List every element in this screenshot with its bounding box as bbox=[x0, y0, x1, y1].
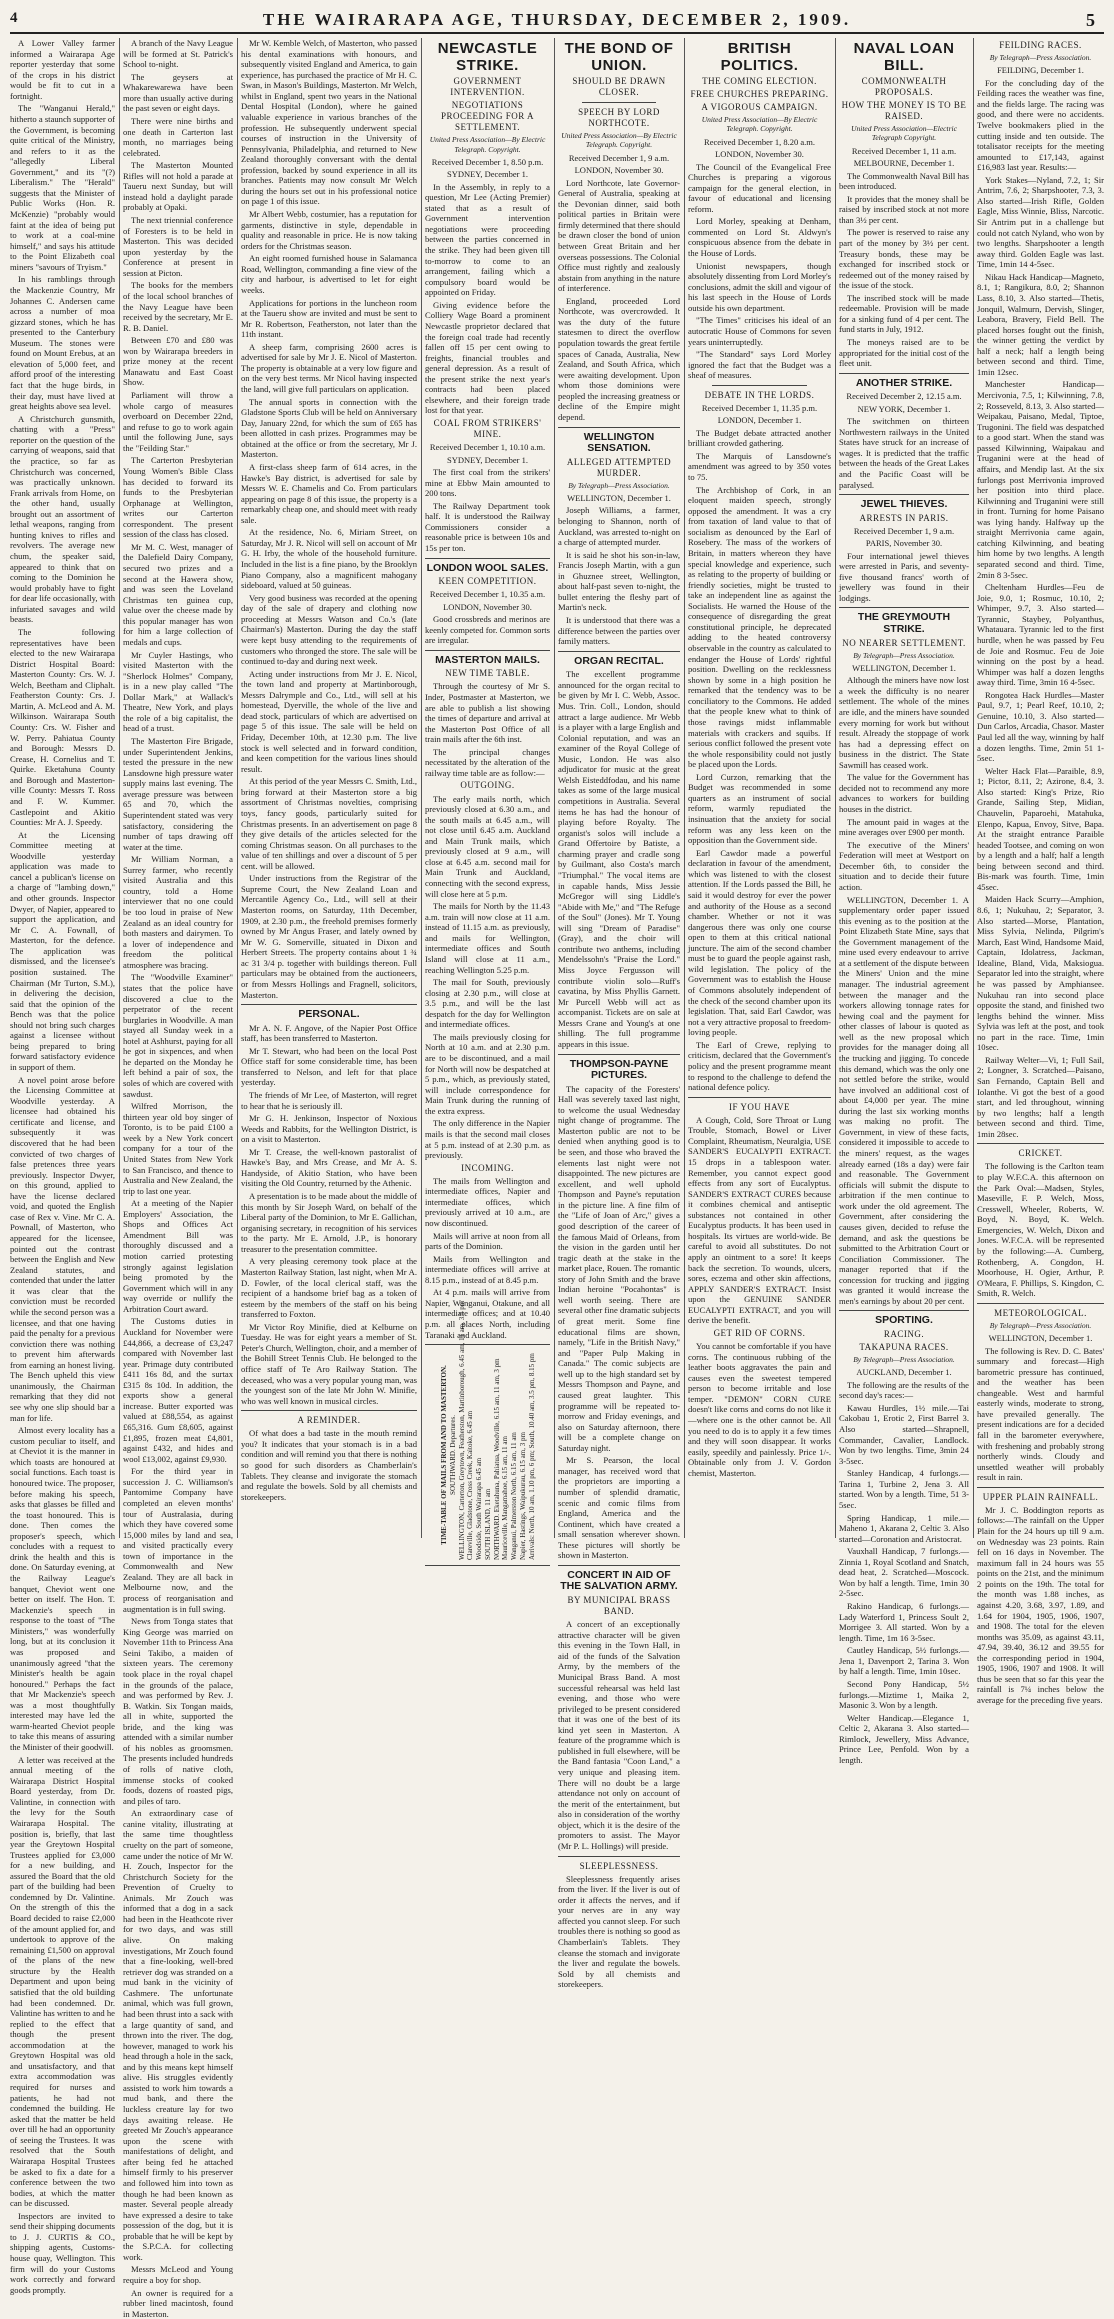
subheading: FREE CHURCHES PREPARING. bbox=[690, 89, 829, 100]
paragraph: Joseph Williams, a farmer, belonging to Shannon, north of Auckland, was arrested to-night on a charge of attempted murder. bbox=[558, 505, 680, 548]
paragraph: Unionist newspapers, though absolutely dissenting from Lord Morley's conclusions, admit the skill and vigour of his last speech in the House of Lords outside his own department. bbox=[688, 260, 831, 313]
paragraph: Rakino Handicap, 6 furlongs.—Lady Waterford 1, Princess Soult 2, Morrigee 3. All started. Won by a length. Time, 1m 16 3-5sec. bbox=[839, 1601, 969, 1643]
subheading: KEEN COMPETITION. bbox=[438, 576, 537, 587]
paragraph: Mr Cuyler Hastings, who visited Masterton with the "Sherlock Holmes" Company, is in a new play called "The Dollar Mark," at Wallack's Theatre, New York, and plays the role of a big capitalist, the head of a trust. bbox=[123, 649, 233, 734]
masthead-page-number-left: 4 bbox=[10, 10, 21, 26]
dateline: WELLINGTON, December 1. bbox=[567, 492, 671, 503]
paragraph: "The Standard" says Lord Morley ignored the fact that the Budget was a sheaf of measures. bbox=[688, 349, 831, 381]
subheading: SPEECH BY LORD NORTHCOTE. bbox=[578, 107, 660, 129]
paragraph: Almost every locality has a custom peculiar to itself, and at Cheviot it is the manner in which toasts are honoured at social functions. Each toast is honoured twice. The proposer, before making his speech, asks that glasses be filled and the toast honoured. This is done. Then comes the proposer's speech, which concludes with a request to drink the health and this is done. On Saturday evening, at the Railway League's banquet, Cheviot went one better on itself. The Hon. T. Mackenzie's speech in response to the toast of "The Ministers," was wonderfully long, but at its conclusion it was proposed and unanimously agreed "that the Minister's health be again honoured." Perhaps the fact that Mr Mackenzie's speech was a most thoughtfully interested may have led the warm-hearted Cheviot people to take this means of assuring the Minister of their goodwill. bbox=[10, 1425, 115, 1752]
paragraph: A letter was received at the annual meeting of the Wairarapa District Hospital Board yesterday, from Dr. Valintine, in connection with the levy for the South Wairarapa Hospital. The position is, briefly, that last year the Greytown Hospital Trustees applied for £3,000 for a new building, and assured the Board that the old part of the building had been condemned by Dr. Valintine. On the strength of this the Board decided to raise £2,000 of the amount applied for, and undertook to approve of the remaining £1,500 on approval of the plans of the new structure by the Health Department and upon being satisfied that the old building had been condemned. Dr. Valintine has written to and he replied to the effect that though the present accommodation at the Greytown Hospital was old and unsatisfactory, and that extra accommodation was required for nurses and patients, he had not condemned the building. He asked that the matter be held over till he had an opportunity of seeing the Trustees. It was resolved that the South Wairarapa Hospital Trustees be asked to fix a date for a conference between the two bodies, at which the matter can be discussed. bbox=[10, 1754, 115, 2209]
paragraph: The mail for South, previously closing at 2.30 p.m., will close at 3.5 p.m., and will be the last despatch for the day for Wellington and intermediate offices. bbox=[425, 977, 550, 1030]
timetable-row: Wanganui, Palmerston North, 6.15 am, 11 am bbox=[509, 1432, 518, 1561]
paragraph: It provides that the money shall be raised by inscribed stock at not more than 3½ per cent. bbox=[839, 193, 969, 225]
divider bbox=[582, 102, 656, 103]
paragraph: At the Licensing Committee meeting at Woodville yesterday application was made to cancel a publican's license on a charge of "lambing down," and other grounds. Inspector Dwyer, of Napier, appeared to support the application, and Mr C. A. Fownall, of Masterton, for the defence. The application was dismissed, and the licensee's position sustained. The Chairman (Mr Turton, S.M.), in delivering the decision, said that the opinion of the Bench was that the police should not bring such charges against a licensee without being prepared to bring forward satisfactory evidence in support of them. bbox=[10, 829, 115, 1072]
paragraph: The capacity of the Foresters' Hall was severely taxed last night, to welcome the usual Wednesday night change of programme. The Masterton public are not to be denied when anything good is to be seen, and those who braved the elements last night were not disappointed. The new pictures are excellent, and well uphold Thompson and Payne's reputation in the picture line. A fine film of the "Life of Joan of Arc," gives a good description of the career of the famous Maid of Orleans, from the vision in the garden until her tragic death at the stake in the market place, Rouen. The romantic story of John Smith and the brave Indian heroine "Pocahontas" is well worth seeing. There are several other fine dramatic subjects of great merit. Some fine educational films are shown, namely, "Life in the British Navy," and "Paper Pulp Making in Canada." The comic subjects are well up to the high standard set by Messrs Thompson and Payne, and caused great laughter. This programme will be repeated to-morrow and Friday evenings, and also on Saturday afternoon, there will be a complete change on Saturday night. bbox=[558, 1083, 680, 1453]
subheading: DEBATE IN THE LORDS. bbox=[704, 389, 815, 400]
dateline: WELLINGTON, December 1. bbox=[988, 1333, 1093, 1344]
paragraph: The Marquis of Lansdowne's amendment was agreed to by 350 votes to 75. bbox=[688, 450, 831, 482]
subheading: COMMONWEALTH PROPOSALS. bbox=[861, 76, 947, 98]
paragraph: The Carterton Presbyterian Young Women's Bible Class has decided to forward its funds to the Presbyterian Orphanage at Wellington, writes our Carterton correspondent. The present session of the class has closed. bbox=[123, 455, 233, 540]
paragraph: The excellent programme announced for the organ recital to be given by Mr I. C. Webb, Assoc. Mus. Trin. Coll., London, should attract a large audience. Mr Webb is a player with a large English and Colonial reputation, and was an examiner of the Royal College of Music, London. He was also adjudicator for music at the great Welsh Eisteddfodau, and his name takes as some of the large musical competitions in Australia. Several items he has had the honour of playing before Royalty. The organist's solos will include a Grand Offertoire by Batiste, a charming prayer and cradle song by Guilmant, also Costa's march "Triumphal." The vocal items are in capable hands, Miss Jessie McGregor will sing Liddle's "Abide with Me," and "The Refuge of the Soul" (Jones). Mr T. Young will sing "Dream of Paradise" (Gray), and the choir will contribute two anthems, including Mendelssohn's "Praise the Lord." Miss Joyce Fergusson will contribute violin solo—Ruff's cavatina, by Miss Phyllis Garnett. Mr Purcell Webb will act as accompanist. Tickets are on sale at Messrs Crane and Young's at one shilling. The full programme appears in this issue. bbox=[558, 669, 680, 1049]
paragraph: Although the miners have now lost a week the difficulty is no nearer settlement. The whole of the mines are idle, and the miners have sounded every morning for work but without result. Already the stoppage of work has had a depressing effect on business in the district. The State Sawmill has ceased work. bbox=[839, 675, 969, 770]
divider bbox=[839, 494, 969, 495]
paragraph: York Stakes—Nyland, 7.2, 1; Sir Antrim, 7.6, 2; Sharpshooter, 7.3, 3. Also started—Irish Rifle, Golden Eagle, Miss Winnie, Bliss, Narcotic. Sir Antrim put in a challenge but could not catch Nyland, who won by two lengths. Sharpshooter a length away third. Golden Eagle was last. Time, 1min 14 4-5sec. bbox=[977, 174, 1104, 270]
subheading: GOVERNMENT INTERVENTION. bbox=[450, 76, 525, 98]
dateline: FEILDING, December 1. bbox=[997, 65, 1084, 76]
divider bbox=[425, 650, 550, 651]
byline: United Press Association—By Electric Telegraph. Copyright. bbox=[429, 135, 546, 154]
paragraph: The Railway Department took half. It is understood the Railway Commissioners consider a reasonable price is between 10s and 15s per ton. bbox=[425, 500, 550, 553]
bond-headline: THE BOND OF UNION. bbox=[564, 40, 674, 74]
paragraph: Between £70 and £80 was won by Wairarapa breeders in prize money at the recent Manawatu and East Coast Show. bbox=[123, 335, 233, 388]
subheading: THE COMING ELECTION. bbox=[702, 76, 817, 86]
paragraph: The "Woodville Examiner" states that the police have discovered a clue to the perpetrator of the recent burglaries in Woodville. A man stayed all Sunday week in a hotel at Ashhurst, paying for all he got in sixpences, and when he departed on the Monday he left behind a pair of sox, the soles of which are covered with sawdust. bbox=[123, 972, 233, 1099]
column-rule bbox=[973, 38, 974, 1538]
column-4 bbox=[425, 38, 550, 1561]
rainfall-headline: UPPER PLAIN RAINFALL. bbox=[982, 1491, 1099, 1502]
paragraph: Lord Curzon, remarking that the Budget was recommended in some quarters as an instrument of social reform, warmly repudiated the insinuation that the anxiety for social reform was any less keen on the opposition than the Government side. bbox=[688, 771, 831, 846]
paragraph: In his ramblings through the Mackenzie Country, Mr Johannes C. Andersen came across a number of moa gizzard stones, which he has presented to the Canterbury Museum. The stones were found on Mount Erebus, at an elevation of 5,000 feet, and afford proof of the interesting fact that the huge birds, in their day, must have lived at great heights above sea level. bbox=[10, 274, 115, 412]
paragraph: Stanley Handicap, 4 furlongs.—Tarina 1, Turbine 2, Jena 3. All started. Won by a length. Time, 51 3-5sec. bbox=[839, 1468, 969, 1510]
received-line: Received December 1, 11 a.m. bbox=[851, 145, 957, 156]
masthead-page-number: 5 bbox=[1086, 10, 1098, 30]
naval-headline: NAVAL LOAN BILL. bbox=[853, 40, 955, 74]
mails-headline: MASTERTON MAILS. bbox=[435, 653, 540, 666]
divider bbox=[558, 1054, 680, 1055]
subheading: NO NEARER SETTLEMENT. bbox=[842, 637, 966, 648]
paragraph: A branch of the Navy League will be formed at St. Patrick's School to-night. bbox=[123, 38, 233, 70]
paragraph: Wilfred Morrison, the thirteen year old boy singer of Toronto, is to be paid £100 a week by a New York concert company for a tour of the United States from New York to San Francisco, and thence to Australia and New Zealand, the trip to last one year. bbox=[123, 1101, 233, 1196]
received-line: Received December 1, 11.35 p.m. bbox=[701, 402, 818, 413]
paragraph: WELLINGTON, December 1. A supplementary order paper issued this evening as to the position at the Point Elizabeth State Mine, says that the Government management of the mine used every endeavour to arrive at a settlement of the dispute between the Miners' Union and the mine manager. The industrial agreement between the manager and the workers allowing tonnage rates for hewing coal and the payment for other classes of labour is quoted as well as the new proposal which provides for the manager doing all the trucking and jigging. To concede this demand, which was the only one not settled before the strike, would have involved an additional cost of about £4,000 per year. The mine during the last six working months was making no profit. The Government, in view of these facts, considered it impossible to accede to the miners' request, as the wages already earned (18s a day) were fair and reasonable. The Government officials will submit the dispute to arbitration if the men continue to work under the old agreement. The Government, after considering the causes given, decided to refuse the demand, and ask the questions be submitted to the Arbitration Court or Conciliation Commissioner. The manager reported that if the concession for trucking and jigging was granted it would increase the men's earnings by about 20 per cent. bbox=[839, 894, 969, 1306]
paragraph: It is said he shot his son-in-law, Francis Joseph Martin, with a gun in Ghuznee street, Wellington, about half-past seven to-night, the bullet entering the fleshy part of Martin's neck. bbox=[558, 549, 680, 613]
paragraph: Kawau Hurdles, 1½ mile.—Tai Cakobau 1, Erotic 2, First Barrel 3. Also started—Shrapnell, Commander, Cavalier, Landlock. Won by two lengths. Time, 3min 24 3-5sec. bbox=[839, 1402, 969, 1466]
paragraph: Under instructions from the Registrar of the Supreme Court, the New Zealand Loan and Mercantile Agency Co., Ltd., will sell at their Masterton rooms, on Saturday, 11th December, 1909, at 2.30 p.m., the freehold premises formerly owned by Mr Angus Fraser, and lately owned by Mr W. G. Somerville, situated in Dixon and Herbert Streets. The property contains about 1 ¾ ac 31 3/4 p. together with buildings thereon. Full particulars may be obtained from the auctioneers, or from Messrs Hollings and Fragnell, solicitors, Masterton. bbox=[241, 873, 417, 1000]
column-3 bbox=[241, 38, 417, 1538]
masthead bbox=[10, 6, 1104, 34]
paragraph: The friends of Mr Lee, of Masterton, will regret to hear that he is seriously ill. bbox=[241, 1089, 417, 1111]
paragraph: The inscribed stock will be made redeemable. Provision will be made for a sinking fund of 4 per cent. The fund starts in July, 1912. bbox=[839, 292, 969, 335]
greymouth-headline: THE GREYMOUTH STRIKE. bbox=[857, 611, 951, 635]
paragraph: Good crossbreds and merinos are keenly competed for. Common sorts are irregular. bbox=[425, 614, 550, 646]
received-line: Received December 1, 8.50 p.m. bbox=[431, 156, 544, 167]
paragraph: A Christchurch gunsmith, chatting with a "Press" reporter on the question of the carrying of weapons, said that the practice, so far as Christchurch was concerned, was practically unknown. Frank arrivals from Home, on the other hand, usually brought out an assortment of lethal weapons, ranging from hunting knives to rifles and revolvers. The average new chum, the speaker said, appeared to think that on coming to the Dominion he would probably have to fight for dear life occasionally, with infuriated savages and wild beasts. bbox=[10, 413, 115, 625]
received-line: Received December 1, 9 a.m. bbox=[568, 152, 670, 163]
british-headline: BRITISH POLITICS. bbox=[720, 40, 799, 74]
byline: By Telegraph—Press Association. bbox=[989, 53, 1092, 63]
column-rule bbox=[119, 38, 120, 1538]
column-2 bbox=[123, 38, 233, 2319]
paragraph: The geysers at Whakarewarewa have been more than usually active during the past seven or eight days. bbox=[123, 71, 233, 114]
paragraph: The Masterton Fire Brigade, under Superintendent Jenkins, tested the pressure in the new Lansdowne high pressure water supply mains last evening. The average pressure was between 65 and 70, which the Superintendent stated was very satisfactory, considering the number of taps drawing off water at the time. bbox=[123, 736, 233, 852]
paragraph: The books for the members of the local school branches of the Navy League have been received by the secretary, Mr E. R. B. Daniel. bbox=[123, 280, 233, 333]
divider bbox=[977, 1487, 1104, 1488]
paragraph: The power is reserved to raise any part of the money by 3½ per cent. Treasury bonds, these may be exchanged for inscribed stock or redeemed out of the money raised by the issue of the stock. bbox=[839, 227, 969, 291]
column-8 bbox=[977, 38, 1104, 1706]
dateline: LONDON, November 30. bbox=[574, 165, 664, 176]
divider bbox=[839, 1310, 969, 1311]
paragraph: Applications for portions in the luncheon room at the Taueru show are invited and must be sent to Mr R. Robertson, Featherston, not later than the 11th instant. bbox=[241, 297, 417, 340]
paragraph: The Council of the Evangelical Free Churches is preparing a vigorous campaign for the general election, in favour of educational and licensing reform. bbox=[688, 161, 831, 214]
paragraph: The moneys raised are to be appropriated for the initial cost of the fleet unit. bbox=[839, 337, 969, 369]
timetable-row: NORTHWARD. Eketahuna, Pahiatua, Woodville, 6.15 am, 11 am, 3 pm bbox=[491, 1358, 500, 1561]
paragraph: The early mails north, which previously closed at 6.30 a.m., and the south mails at 6.45 a.m., will not close until 6.45 a.m. Auckland and Main Trunk mails, which previously closed at 9 a.m., will close at 6.45 a.m. second mail for Main Trunk and Auckland, connecting with the second express, will close here at 5 p.m. bbox=[425, 793, 550, 899]
dateline: AUCKLAND, December 1. bbox=[856, 1367, 952, 1378]
timetable-row: Clareville, Gladstone, Cross Creek, Kaitoke, 6.45 am bbox=[465, 1411, 474, 1561]
paragraph: Mr T. Stewart, who had been on the local Post Office staff for some considerable time, has been transferred to Nelson, and left for that place yesterday. bbox=[241, 1045, 417, 1088]
paragraph: Mr G. H. Jenkinson, Inspector of Noxious Weeds and Rabbits, for the Wellington District, is on a visit to Masterton. bbox=[241, 1113, 417, 1145]
subheading: NEGOTIATIONS PROCEEDING FOR A SETTLEMENT. bbox=[440, 100, 534, 133]
dateline: LONDON, November 30. bbox=[715, 149, 804, 160]
paragraph: A presentation is to be made about the middle of this month by Sir Joseph Ward, on behalf of the Liberal party of the Dominion, to Mr E. Gallichan, organising secretary, in recognition of his services to the party. Mr E. Arnold, J.P., is honorary treasurer to the presentation committee. bbox=[241, 1191, 417, 1254]
divider bbox=[558, 427, 680, 428]
paragraph: The annual sports in connection with the Gladstone Sports Club will be held on Anniversary Day, January 22nd, for which the sum of £65 has been allotted in cash prizes. Programmes may be obtained at the office or from the secretary, Mr J. Masterton. bbox=[241, 396, 417, 460]
paragraph: At the residence, No. 6, Miriam Street, on Saturday, Mr J. R. Nicol will sell on account of Mr G. H. Irby, the whole of the household furniture. Included in the list is a fine piano, by the Brooklyn Piano Company, also a magnificent mahogany sideboard, valued at 50 guineas. bbox=[241, 527, 417, 591]
jewel-headline: JEWEL THIEVES. bbox=[860, 498, 948, 511]
timetable-row: Napier, Hastings, Waipukurau, 6.15 am, 3 pm bbox=[518, 1432, 527, 1561]
another-strike-headline: ANOTHER STRIKE. bbox=[855, 376, 953, 389]
paragraph: Manchester Handicap—Mercivonia, 7.5, 1; Kilwinning, 7.8, 2; Rosseveld, 8.13, 3. Also started—Weipakau, Paisano, Medal, Tiptoe, Trugonini. The field was despatched to a good start. When the stand was passed Kilwinning, Waipakau and Truganini were at the head of affairs, and Mendip last. At the six furlongs post Merrivonia improved her position into third place. Kilwinning and Truganini were still in front. Turning for home Paisano was lying handy. Halfway up the straight Merrivonia came again, catching Kilwinning, and beating him home by two lengths. A length separated second and third. Time, 2min 8 3-5sec. bbox=[977, 379, 1104, 580]
dateline: SYDNEY, December 1. bbox=[446, 169, 529, 180]
paragraph: An owner is required for a rubber lined macintosh, found in Masterton. bbox=[123, 2287, 233, 2319]
paragraph: For the third year in succession J. C. Williamson's Pantomime Company have completed an eleven months' tour of Australasia, during which they have covered some 15,000 miles by land and sea, and visited practically every town of importance in the Commonwealth and New Zealand. They are all back in Melbourne now, and the process of reorganisation and augmentation is in full swing. bbox=[123, 1466, 233, 1614]
paragraph: Mr M. C. West, manager of the Dalefield Dairy Company, secured two prizes and a second at the Hawera show, and was seen the Loveland Christmas ten guinea cup, value over the cheese made by this popular manager has won for him a large collection of medals and cups. bbox=[123, 541, 233, 647]
paragraph: Spring Handicap, 1 mile.—Maheno 1, Akarana 2, Celtic 3. Also started—Coronation and Aristocrat. bbox=[839, 1512, 969, 1544]
paragraph: Cautley Handicap, 5½ furlongs.—Jena 1, Davenport 2, Tarina 3. Won by half a length. Time, 1min 10sec. bbox=[839, 1645, 969, 1677]
paragraph: The switchmen on thirteen Northwestern railways in the United States have struck for an increase of wages. It is predicted that the traffic between the heads of the Great Lakes and the Pacific Coast will be paralysed. bbox=[839, 416, 969, 490]
meteorological-headline: METEOROLOGICAL. bbox=[994, 1307, 1087, 1318]
paragraph: "The Times" criticises his ideal of an autocratic House of Commons for seven years uninterruptedly. bbox=[688, 315, 831, 347]
paragraph: The mails from Wellington and intermediate offices, Napier and intermediate offices, which previously arrived at 10 a.m., are now discontinued. bbox=[425, 1175, 550, 1228]
paragraph: A very pleasing ceremony took place at the Masterton Railway Station, last night, when Mr A. D. Fowler, of the local clerical staff, was the recipient of a handsome brief bag as a token of esteem by the members of the staff on his being transferred to Foxton. bbox=[241, 1256, 417, 1320]
paragraph: At 4 p.m. mails will arrive from Napier, Wanganui, Otakune, and all intermediate offices; and at 10.40 p.m. all places North, including Taranaki and Auckland. bbox=[425, 1287, 550, 1340]
timetable-row: Arrivals: North, 10 am, 1.10 pm, 6 pm; South, 10.40 am, 3.5 pm, 8.15 pm bbox=[526, 1353, 535, 1561]
thompson-headline: THOMPSON-PAYNE PICTURES. bbox=[569, 1057, 669, 1082]
paragraph: The following is Rev. D. C. Bates' summary and forecast—High barometric pressure has continued, and the weather has been changeable. West and harmful easterly winds, moderate to strong, have prevailed generally. The present indications are for a decided fall in the barometer everywhere, with freshening and probably strong northerly winds. Cloudy and unsettled weather will probably result in rain. bbox=[977, 1345, 1104, 1483]
paragraph: It is understood that there was a difference between the parties over family matters. bbox=[558, 615, 680, 647]
dateline: NEW YORK, December 1. bbox=[857, 403, 951, 414]
paragraph: The principal changes necessitated by the alteration of the railway time table are as follow:— bbox=[425, 746, 550, 778]
column-1 bbox=[10, 38, 116, 2295]
paragraph: Of what does a bad taste in the mouth remind you? It indicates that your stomach is in a bad condition and will remind you that there is nothing so good for such disorders as Chamberlain's Tablets. They cleanse and invigorate the stomach and regulate the bowels. Sold by all chemists and storekeepers. bbox=[241, 1428, 417, 1502]
paragraph: The Archbishop of Cork, in an eloquent maiden speech, strongly opposed the amendment. It was a cry from taxation of land value to that of socialism as denounced by the Earl of Rosebery. The mass of the workers of Britain, in matters whereon they have special knowledge and experience, such as relating to the property of building or friendly societies, might be trusted to take an independent line as against the Socialists. He warned the House of the consequence of disregarding the great constitutional principle, he deprecated adding to the heated controversy observable in the country as calculated to endanger the House of Lords' rightful position. Dwelling on the recklessness shown by some in a high position he remarked that the tendency was to be conciliatory to the Commons. He added that the people knew what to think of those ravings midst inflammable materials with crackers and squibs. If serious conflict followed the present vote the whole responsibility could not justly be placed upon the Lords. bbox=[688, 484, 831, 770]
paragraph: The value for the Government has decided not to recommend any more advances to workers for building houses in the district. bbox=[839, 772, 969, 815]
subheading: OUTGOING. bbox=[460, 780, 515, 791]
paragraph: Mails from Wellington and intermediate offices will arrive at 8.15 p.m., instead of at 8.45 p.m. bbox=[425, 1253, 550, 1285]
column-7 bbox=[839, 38, 969, 1765]
subheading: ARRESTS IN PARIS. bbox=[859, 512, 949, 523]
wellington-headline: WELLINGTON SENSATION. bbox=[583, 430, 655, 455]
paragraph: Second Pony Handicap, 5½ furlongs.—Miztime 1, Maika 2, Masonic 3. Won by a length. bbox=[839, 1678, 969, 1711]
subheading: SHOULD BE DRAWN CLOSER. bbox=[572, 76, 666, 98]
paragraph: The amount paid in wages at the mine averages over £900 per month. bbox=[839, 816, 969, 838]
paragraph: England, proceeded Lord Northcote, was overcrowded. It was the duty of the future statesmen to direct the overflow population towards the great fertile spaces of Canada, Australia, New Zealand, and South Africa, which were awaiting development. Upon whom those dominions were peopled the increasing greatness or decline of the Empire might depend. bbox=[558, 295, 680, 422]
paragraph: Acting under instructions from Mr J. E. Nicol, the town land and property at Martinborough, Messrs Dalrymple and Co., Ltd., will sell at his homestead, Dyerville, the whole of the live and dead stock, particulars of which are advertised on page 5 of this issue. The sale will be held on Friday, December 10th, at 12.30 p.m. The live stock is well selected and in forward condition, and keen competition for the various lines should result. bbox=[241, 668, 417, 774]
feilding-headline: FEILDING RACES. bbox=[999, 40, 1082, 50]
paragraph: For the concluding day of the Feilding races the weather was fine, and the fields large. The racing was good, and there were no accidents. Twelve bookmakers plied in the cutting inside and ten outside. The totalisator receipts for the meeting amounted to £17,143, against £16,983 last year. Results:— bbox=[977, 77, 1104, 173]
subheading: A VIGOROUS CAMPAIGN. bbox=[701, 102, 818, 113]
received-line: Received December 2, 12.15 a.m. bbox=[846, 391, 962, 402]
sleeplessness-headline: SLEEPLESSNESS. bbox=[579, 1860, 659, 1871]
paragraph: Rongotea Hack Hurdles—Master Paul, 9.7, 1; Pearl Reef, 10.10, 2; Genuine, 10.10, 3. Also started—Dun Carlos, Arcadia, Chasor. Master Paul led all the way, winning by half a dozen lengths. Time, 2min 51 1-5sec. bbox=[977, 689, 1104, 764]
paragraph: The following representatives have been elected to the new Wairarapa District Hospital Board: Masterton County: Crs. W. J. Welch, Beetham and Cliphalt. Featherston County: Crs. J. Martin, A. McLeod and A. M. Wilkinson. Wairarapa South County: Crs. W. Fisher and W. Perry. Pahiatua County and Borough: Messrs D. Crease, H. Cornelius and T. Quirke. Eketahuna County and Borough and Masterton-ville County: Messrs T. Ross and F. W. Kummer. Castlepoint and Akitio Counties: Mr A. J. Speedy. bbox=[10, 626, 115, 828]
paragraph: Mr W. Kemble Welch, of Masterton, who passed his dental examinations with honours, and subsequently visited England and America, to gain experience, has purchased the practice of Mr H. C. Swan, in Mason's Buildings, Masterton. Mr Welch, whilst in England, spent two years in the National Dental Hospital (London), where he gained valuable experience in various branches of the profession. He subsequently underwent special courses of instruction in the University of Pennsylvania, Philadelphia, and returned to New Zealand thoroughly conversant with the dental profession, backed by sound experience in all its branches. Patients may now consult Mr Welch during the hours set out in his professional notice on page 1 of this issue. bbox=[241, 38, 417, 207]
paragraph: There were nine births and one death in Carterton last month, no marriages being celebrated. bbox=[123, 115, 233, 158]
paragraph: At this period of the year Messrs C. Smith, Ltd., bring forward at their Masterton store a big assortment of Christmas novelties, comprising toys, fancy goods, particularly suited for Christmas presents. In an advertisement on page 8 they give details of the articles selected for the coming Christmas season. On all purchases to the value of ten shillings and over a discount of 5 per cent. will be allowed. bbox=[241, 776, 417, 871]
dateline: LONDON, December 1. bbox=[717, 415, 802, 426]
paragraph: A first-class sheep farm of 614 acres, in the Hawke's Bay district, is advertised for sale by Messrs W. E. Chamelis and Co. From particulars appearing on page 8 of this issue, the property is a remarkably cheap one, and should meet with ready sale. bbox=[241, 461, 417, 525]
newcastle-headline: NEWCASTLE STRIKE. bbox=[437, 40, 538, 74]
column-6 bbox=[688, 38, 831, 1538]
paragraph: The Commonwealth Naval Bill has been introduced. bbox=[839, 170, 969, 192]
subheading: COAL FROM STRIKERS' MINE. bbox=[433, 418, 542, 440]
paragraph: Inspectors are invited to send their shipping documents to J. J. CURTIS & CO., shipping agents, Customs-house quay, Wellington. This firm will do your Customs work correctly and forward goods promptly. bbox=[10, 2210, 115, 2295]
paragraph: Mr S. Pearson, the local manager, has received word that the proprietors are importing a number of splendid dramatic, scenic and comic films from England, America and the Continent, which have created a small sensation wherever shown. These pictures will shortly be shown in Masterton. bbox=[558, 1455, 680, 1561]
column-rule bbox=[835, 38, 836, 1538]
paragraph: The Masterton Mounted Rifles will not hold a parade at Taueru next Sunday, but will instead hold a daylight parade probably at Opaki. bbox=[123, 160, 233, 213]
paragraph: The Budget debate attracted another brilliant crowded gathering. bbox=[688, 427, 831, 449]
paragraph: The following are the results of the second day's races:— bbox=[839, 1379, 969, 1401]
cricket-headline: CRICKET. bbox=[1018, 1148, 1063, 1159]
paragraph: Messrs McLeod and Young require a boy for shop. bbox=[123, 2264, 233, 2285]
paragraph: Welter Handicap.—Elegance 1, Celtic 2, Akarana 3. Also started—Rimlock, Jewellery, Miss Advance, Prince Lee, Penfold. Won by a length. bbox=[839, 1712, 969, 1765]
byline: By Telegraph—Press Association. bbox=[853, 1355, 955, 1365]
byline: United Press Association—By Electric Telegraph. Copyright. bbox=[701, 115, 818, 134]
paragraph: Very good business was recorded at the opening day of the sale of drapery and clothing now proceeding at Messrs Watson and Co.'s (late Chairman's) Masterton. During the day the staff were kept busy attending to the requirements of customers who thronged the store. The sale will be continued to-day and during next week. bbox=[241, 592, 417, 667]
if-you-have-headline: IF YOU HAVE bbox=[728, 1101, 790, 1112]
masthead-title: THE WAIRARAPA AGE, THURSDAY, DECEMBER 2, 1909. bbox=[262, 10, 852, 29]
paragraph: A sheep farm, comprising 2600 acres is advertised for sale by Mr J. E. Nicol of Masterton. The property is obtainable at a very low figure and on the very best terms. Mr Nicol having inspected the land, will give full particulars on application. bbox=[241, 341, 417, 394]
dateline: SYDNEY, December 1. bbox=[446, 454, 529, 465]
paragraph: Mr William Norman, a Surrey farmer, who recently visited Australia and this country, told a Home interviewer that no one could be too loud in praise of New Zealand as an ideal country for both masters and dairymen. To a lover of independence and freedom the political atmosphere was bracing. bbox=[123, 854, 233, 970]
paragraph: A concert of an exceptionally attractive character will be given this evening in the Town Hall, in aid of the funds of the Salvation Army, by the members of the Municipal Brass Band. A most successful rehearsal was held last evening, and those who were privileged to be present considered that it was one of the best of its kind yet seen in Masterton. A feature of the programme which is published in full elsewhere, will be the Band fantasia "Coon Land," a very unique and pleasing item. There will no doubt be a large attendance not only on account of the merit of the entertainment, but also in consideration of the worthy object, which it is the desire of the promoters to assist. The Mayor (Mr P. L. Hollings) will preside. bbox=[558, 1619, 680, 1851]
column-rule bbox=[421, 38, 422, 1538]
reminder-headline: A REMINDER. bbox=[297, 1415, 361, 1426]
byline: By Telegraph—Press Association. bbox=[989, 1320, 1092, 1330]
paragraph: Giving evidence before the Colliery Wage Board a prominent Newcastle proprietor declared that the foreign coal trade had recently fallen off 15 per cent owing to freights, financial troubles and general depression. As a result of the present strike the next year's contracts had been placed elsewhere, and their foreign trade lost for that year. bbox=[425, 299, 550, 416]
paragraph: Vauxhall Handicap, 7 furlongs.—Zinnia 1, Royal Scotland and Snatch, dead heat, 2. Scratched—Moscock. Won by half a length. Time, 1min 30 2-5sec. bbox=[839, 1546, 969, 1599]
column-rule bbox=[684, 38, 685, 1538]
divider bbox=[977, 1303, 1104, 1304]
byline: By Telegraph—Press Association. bbox=[568, 480, 670, 490]
paragraph: Mr J. C. Boddington reports as follows:—The rainfall on the Upper Plain for the 24 hours up till 9 a.m. on Wednesday was 23 points. Rain fell on 16 days in November. The maximum fall in 24 hours was 55 points on the 21st, and the minimum 2 points on the 19th. The total for the month was 1.88 inches, as against 4.20, 3.68, 3.97, 1.89, and 1.64 for 1904, 1905, 1906, 1907, and 1908. The total for the eleven months was 35.09, as against 43.11, 47.94, 39.40, 36.12 and 39.55 for the corresponding period in 1904, 1905, 1906, 1907 and 1908. It will thus be seen that so far this year the rainfall is 7¼ inches below the average for the preceding five years. bbox=[977, 1504, 1104, 1706]
paragraph: Mr Victor Roy Minifie, died at Kelburne on Tuesday. He was for eight years a member of St. Peter's Church, Wellington, choir, and a member of the Bohill Street Tennis Club. He belonged to the office staff of Te Aro Railway Station. The deceased, who was a very popular young man, was the youngest son of the late Mr John W. Minifie, who was well known in musical circles. bbox=[241, 1321, 418, 1406]
subheading: RACING. bbox=[883, 1329, 925, 1339]
divider bbox=[241, 1004, 417, 1005]
paragraph: Mails will arrive at noon from all parts of the Dominion. bbox=[425, 1230, 550, 1252]
column-rule bbox=[554, 38, 555, 1538]
divider bbox=[425, 558, 550, 559]
personal-headline: PERSONAL. bbox=[298, 1008, 360, 1021]
paragraph: A novel point arose before the Licensing Committee at Woodville yesterday. A licensee had obtained his certificate and license, and subsequently it was discovered that he had been convicted of two charges of false pretences three years previously. Inspector Dwyer, on this ground, applied to have the license declared void, and quoted the English case of Rex v. Vine. Mr C. A. Pownall, of Masterton, who appeared for the licensee, pointed out the contrast between the English and New Zealand statutes, and contended that under the latter it was clear that the conviction must be recorded while the second person was a licensee, and that one having paid the penalty for a previous conviction there was nothing to prevent him afterwards from earning an honest living. The Bench upheld this view unanimously, the Chairman remarking that they did not see why one slip should bar a man for life. bbox=[10, 1074, 115, 1423]
received-line: Received December 1, 9 a.m. bbox=[853, 525, 955, 536]
divider bbox=[839, 607, 969, 608]
subheading: HOW THE MONEY IS TO BE RAISED. bbox=[841, 100, 967, 122]
timetable-row: SOUTH ISLAND, 11 am bbox=[483, 1488, 492, 1561]
received-line: Received December 1, 10.10 a.m. bbox=[429, 442, 546, 453]
subheading: GET RID OF CORNS. bbox=[713, 1327, 806, 1338]
timetable-row: WELLINGTON, Carterton, Greytown, Featherston, Martinborough, 6.45 am, 11 am, 3.5 pm bbox=[456, 1300, 465, 1561]
column-rule bbox=[237, 38, 238, 1538]
paragraph: Cheltenham Hurdles—Feu de Joie, 9.0, 1; Rosmuc, 10.10, 2; Whimper, 9.7, 3. Also started—Tyrannic, Staybey, Polyanthus, Whatauara. Tyrannic led to the first hurdle, when he was passed by Feu de Joie and Rosmuc. Feu de Joie winning on the post by a head. Whimper was half a dozen lengths away third. Time, 3min 16 4-5sec. bbox=[977, 582, 1104, 688]
paragraph: The following is the Carlton team to play W.F.C.A. this afternoon on the Park Oval:—Madsen, Styles, Maseville, F. P. Welch, Moss, Cresswell, Wheeler, Roberts, W. Boyd, N. Boyd, K. Welch. Emergencies, W. Welch, Dixon and Jones. W.F.C.A. will be represented by the following:—A. Cumberg, Rothenberg, A. Congdon, H. Moorhouse, H. Ogier, Arthur, P. O'Meara, F. Phillips, S. Kingdon, C. Smith, R. Welch. bbox=[977, 1161, 1104, 1299]
divider bbox=[712, 385, 807, 386]
organ-headline: ORGAN RECITAL. bbox=[574, 654, 664, 667]
timetable-head: SOUTHWARD. Departures. bbox=[448, 1415, 457, 1496]
paragraph: Maiden Hack Scurry—Amphion, 8.6, 1; Nukuhau, 2; Separator, 3. Also started—Morse, Plantation, Miss Sylvia, Nelinda, Pilgrim's March, East Wind, Handsome Maid, Captain, Idolatress, Jackman, Idealine, Bland, Vida, Maksiogua. Separator led into the straight, where he was passed by Amphiansee. Nukuhau ran into second place opposite the stand, and finished two lengths behind the winner. Miss Sylvia was left at the post, and took no part in the race. Time, 1min 10sec. bbox=[977, 894, 1104, 1053]
timetable-row: Woodside, South Wairarapa 6.45 am bbox=[474, 1457, 483, 1561]
dateline: WELLINGTON, December 1. bbox=[852, 662, 956, 673]
paragraph: Lord Northcote, late Governor-General of Australia, speaking at the Devonian dinner, said both political parties in Britain were firmly determined that there should be drawn closer the bond of union between Great Britain and her overseas possessions. The Colonial Office must rightly and zealously abstain from anything in the nature of interference. bbox=[558, 177, 680, 294]
dateline: MELBOURNE, December 1. bbox=[853, 158, 955, 169]
timetable-title: TIME-TABLE OF MAILS FROM AND TO MASTERTON. bbox=[439, 1365, 448, 1545]
paragraph: Railway Welter—Vi, 1; Full Sail, 2; Longner, 3. Scratched—Paisano, San Fernando, Captain Bell and Iolanthe. Vi got the best of a good start, and led throughout, winning by two lengths; half a length between second and third. Time, 1min 28sec. bbox=[977, 1054, 1104, 1139]
paragraph: In the Assembly, in reply to a question, Mr Lee (Acting Premier) stated that as a result of Government intervention negotiations were proceeding between the parties concerned in the strike. They had been given till to-morrow to come to an arrangement, failing which a compulsory board would be appointed on Friday. bbox=[425, 181, 550, 298]
paragraph: The only difference in the Napier mails is that the second mail closes at 5 p.m. instead of at 2.30 p.m. as previously. bbox=[425, 1118, 550, 1161]
paragraph: The Earl of Crewe, replying to criticism, declared that the Government's policy and the present programme meant to respond to the challenge to defend the national defence policy. bbox=[688, 1039, 831, 1093]
dateline: PARIS, November 30. bbox=[865, 538, 943, 549]
paragraph: A Lower Valley farmer informed a Wairarapa Age reporter yesterday that some of the crops in his district would be fit to cut in a fortnight. bbox=[10, 38, 115, 101]
divider bbox=[688, 1097, 831, 1098]
divider bbox=[977, 1143, 1104, 1144]
subheading: TAKAPUNA RACES. bbox=[859, 1342, 949, 1353]
divider bbox=[558, 651, 680, 652]
subheading: NEW TIME TABLE. bbox=[445, 668, 530, 679]
paragraph: Nikau Hack Handicap—Magneto, 8.1, 1; Rangikura, 8.0, 2; Shannon Lass, 8.10, 3. Also started—Thetis, Jonquil, Walmurn, Dervish, Slinger, Leabora, Bravery, Field Bell. The placed horses fought out the finish, the winner getting the verdict by half a neck; half a length being between second and third. Time, 1min 12sec. bbox=[977, 271, 1104, 377]
paragraph: An extraordinary case of canine vitality, illustrating at the same time thoughtless cruelty on the part of someone, came under the notice of Mr W. H. Zouch, Inspector for the Christchurch Society for the Prevention of Cruelty to Animals. Mr Zouch was informed that a dog in a sack had been in the Heathcote river for two days, and was still alive. On making investigations, Mr Zouch found that a fine-looking, well-bred retriever dog was stranded on a mud bank in the vicinity of Cashmere. The unfortunate animal, which was full grown, had been thrust into a sack with a large quantity of sand, and thrown into the river. The dog, however, managed to work his head through a hole in the sack, and by this means kept himself alive. His struggles evidently assisted to work him towards a mud bank, and there the luckless creature lay for two days awaiting release. He greeted Mr Zouch's appearance upon the scene with manifestations of delight, and after being fed he attached himself firmly to his preserver and followed him into town as though he had been known as master. Several people already have expressed a desire to take possession of the dog, but it is probable that he will be kept by the S.P.C.A. for collecting work. bbox=[123, 1808, 233, 2262]
paragraph: The Customs duties in Auckland for November were £44,866, a decrease of £3,247 compared with November last year. Primage duty contributed £411 16s 8d, and the surtax £315 8s 10d. In addition, the exports show a general increase. Butter exported was valued at £88,554, as against £65,316. Gum £8,605, against £1,895, frozen meat £4,801, against £432, and hides and wool £13,002, against £9,930. bbox=[123, 1316, 233, 1464]
subheading: BY MUNICIPAL BRASS BAND. bbox=[567, 1595, 671, 1617]
divider bbox=[558, 1565, 680, 1566]
concert-headline: CONCERT IN AID OF THE SALVATION ARMY. bbox=[560, 1568, 678, 1593]
paragraph: The next triennial conference of Foresters is to be held in Masterton. This was decided upon yesterday by the Conference at present in session at Picton. bbox=[123, 215, 233, 278]
paragraph: Mr T. Crease, the well-known pastoralist of Hawke's Bay, and Mrs Crease, and Mr A. S. Handyside, of Akitio Station, who have been visiting the Old Country, returned by the Athenic. bbox=[241, 1146, 417, 1189]
byline: By Telegraph—Press Association. bbox=[853, 650, 955, 660]
received-line: Received December 1, 10.35 a.m. bbox=[429, 589, 546, 600]
paragraph: Four international jewel thieves were arrested in Paris, and seventy-five thousand francs' worth of jewellery was found in their lodgings. bbox=[839, 550, 969, 603]
paragraph: The "Wanganui Herald," hitherto a staunch supporter of the Government, is becoming quite critical of the Ministry, and refers to it as the "allegedly Liberal Government," and its "(?) Liberalism." The "Herald" suggests that the Minister of Public Works (Hon. R. McKenzie) "probably would faint at the idea of being put to work at a coal-mine himself," and says his attitude to the Point Elizabeth coal miners "savours of Tryism." bbox=[10, 103, 116, 272]
byline: United Press Association—By Electric Telegraph. Copyright. bbox=[561, 131, 677, 150]
paragraph: Mr A. N. F. Angove, of the Napier Post Office staff, has been transferred to Masterton. bbox=[241, 1022, 417, 1044]
paragraph: At a meeting of the Napier Employers' Association, the Shops and Offices Act Amendment Bill was thoroughly discussed and a motion carried protesting strongly against legislation being promoted by the Government which will in any way override or nullify the Arbitration Court award. bbox=[123, 1198, 233, 1314]
wool-headline: LONDON WOOL SALES. bbox=[426, 561, 549, 574]
paragraph: Sleeplessness frequently arises from the liver. If the liver is out of order it affects the nerves, and if your nerves are in any way affected you cannot sleep. For such troubles there is nothing so good as Chamberlain's Tablets. They cleanse the stomach and invigorate the liver and regulate the bowels. Sold by all chemists and storekeepers. bbox=[558, 1873, 680, 1990]
paragraph: Welter Hack Flat—Paraible, 8.9, 1; Pictor, 8.11, 2; Azirone, 8.4, 3. Also started: King's Prize, Rio Grande, Sailing Step, Midian, Chauvelin, Paparoehi, Matahuka, Elenpo, Kapua, Envoy, Sitve, Bapa. At the straight entrance Paraible headed Tootsee, and coming on won by a length and a half; half a length being between second and third. Bis-mark was fourth. Time, 1min 45sec. bbox=[977, 765, 1104, 892]
divider bbox=[558, 1856, 680, 1857]
byline: United Press Association—Electric Telegraph Copyright. bbox=[851, 124, 957, 143]
paragraph: Mr Albert Webb, costumier, has a reputation for garments, distinctive in style, dependable in quality and reasonable in price. He is now taking orders for the Christmas season. bbox=[241, 209, 417, 251]
paragraph: Earl Cawdor made a powerful declaration in favour of the amendment, which was listened to with the closest attention. If the Lords passed the Bill, he said it would destroy for ever the power and authority of the House as a second chamber. Whether or not it was dangerous there was only one course open to them at this critical national juncture. The aim of the second chamber must be to guard the people against rash, wild legislation. The policy of the Government was to establish the House of Commons absolutely independent of the check of the second chamber upon its legislation. That, said Earl Cawdor, was not a very attractive proposal to freedom-loving people. bbox=[688, 847, 831, 1038]
paragraph: An eight roomed furnished house in Salamanca Road, Wellington, commanding a fine view of the city and harbour, is advertised to let for eight weeks. bbox=[241, 253, 417, 295]
paragraph: Lord Morley, speaking at Denham, commented on Lord St. Aldwyn's conspicuous absence from the debate in the House of Lords. bbox=[688, 216, 831, 259]
received-line: Received December 1, 8.20 a.m. bbox=[704, 136, 815, 147]
subheading: INCOMING. bbox=[461, 1162, 514, 1173]
paragraph: The mails for North by the 11.43 a.m. train will now close at 11 a.m. instead of 11.15 a.m. as previously, and mails for Wellington, intermediate offices and South Island will close at 11 a.m., reaching Wellington 5.25 p.m. bbox=[425, 901, 550, 975]
divider bbox=[839, 373, 969, 374]
paragraph: The executive of the Miners' Federation will meet at Westport on December 6th, to consider the situation and to decide their future action. bbox=[839, 839, 969, 892]
paragraph: Parliament will throw a whole cargo of measures overboard on December 22nd, and refuse to go to work again until the following June, says the "Feilding Star." bbox=[123, 390, 233, 453]
paragraph: Through the courtesy of Mr S. Inder, Postmaster at Masterton, we are able to publish a list showing the times of departure and arrival at the Masterton Post Office of all train mails after the 6th inst. bbox=[425, 681, 550, 745]
paragraph: You cannot be comfortable if you have corns. The continuous rubbing of the leather boots aggravates the pain and causes even the sweetest tempered person to become irritable and lose temper. "DEMON" CORN CURE doesn't like corns and corns do not like it—where one is the other cannot be. All you need to do is to apply it a few times and they will soon disappear. It works easily, speedily and painlessly. Price 1/-. Obtainable only from J. V. Gordon chemist, Masterton. bbox=[688, 1341, 831, 1478]
divider bbox=[241, 1410, 417, 1411]
paragraph: The first coal from the strikers' mine at Ebbw Main amounted to 200 tons. bbox=[425, 467, 550, 499]
paragraph: A Cough, Cold, Sore Throat or Lung Trouble, Stomach, Bowel or Liver Complaint, Rheumatism, Neuralgia, USE SANDER'S EUCALYPTI EXTRACT. 15 drops in a tablespoon water. Remember, you cannot expect good effects from any sort of Eucalyptus. SANDER'S EXTRACT CURES because it combines chemical and antiseptic substances not contained in other Eucalyptus products. It has been used in hospitals. Its virtues are world-wide. Be careful to avoid all substitutes. Do not apply an ointment to a sore! It keeps back the secretion. To wounds, ulcers, sores, eczema and other skin affections, APPLY SANDER'S EXTRACT. Insist upon the GENUINE SANDER EUCALYPTI EXTRACT, and you will derive the benefit. bbox=[688, 1114, 831, 1326]
dateline: LONDON, November 30. bbox=[443, 601, 532, 612]
column-5 bbox=[558, 38, 680, 1990]
paragraph: The mails previously closing for North at 10 a.m. and at 2.30 p.m. are to be discontinued, and a mail for North will now be despatched at 5 p.m., which, as previously stated, will include correspondence for Main Trunk during the running of the extra express. bbox=[425, 1031, 550, 1116]
sporting-headline: SPORTING. bbox=[875, 1314, 933, 1327]
paragraph: News from Tonga states that King George was married on November 11th to Princess Ana Seini Takibo, a maiden of sixteen years. The ceremony took place in the royal chapel in the grounds of the palace, and was performed by Rev. J. B. Watkin. Six Tongan maids, all in white, supported the bride, and the king was attended with a similar number of his nobles as groomsmen. The presents included hundreds of rolls of native cloth, immense stocks of cooked foods, dozens of roasted pigs, and piles of taro. bbox=[123, 1616, 233, 1806]
subheading: ALLEGED ATTEMPTED MURDER. bbox=[566, 456, 672, 478]
timetable-row: Mauriceville, Mangamahoe, 6.15 am, 11 am bbox=[500, 1436, 509, 1561]
